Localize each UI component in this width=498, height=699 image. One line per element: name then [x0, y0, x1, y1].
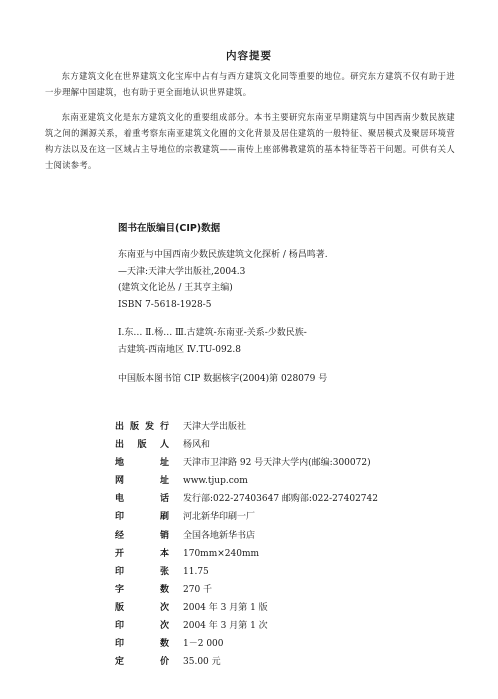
pub-label: 版次 [115, 602, 169, 613]
cip-classification-line-2: 古建筑-西南地区 Ⅳ.TU-092.8 [118, 344, 241, 355]
pub-row-publisher-person [115, 436, 475, 454]
pub-row-publisher [115, 418, 475, 436]
pub-label: 开本 [115, 548, 169, 559]
pub-label: 印张 [115, 566, 169, 577]
pub-row-sheets [115, 563, 475, 581]
pub-row-edition [115, 599, 475, 617]
pub-value: 35.00 元 [183, 657, 221, 668]
cip-book-title-line: 东南亚与中国西南少数民族建筑文化探析 / 杨昌鸣著. [118, 250, 328, 260]
pub-row-distributor [115, 527, 475, 545]
pub-value: 170mm×240mm [183, 548, 260, 559]
pub-value: 河北新华印刷一厂 [183, 512, 256, 523]
pub-label: 印刷 [115, 512, 169, 523]
pub-label: 字数 [115, 584, 169, 595]
summary-paragraph-2: 东南亚建筑文化是东方建筑文化的重要组成部分。本书主要研究东南亚早期建筑与中国西南少数民族建筑之间的渊源关系，着重考察东南亚建筑文化圈的文化背景及居住建筑的一般特征、聚居模式及聚居环境营构方法以及在这一区域占主导地位的宗教建筑——南传上座部佛教建筑的基本特征等若干问题。可供有关人士阅读参考。 [45, 112, 455, 170]
pub-row-address [115, 454, 475, 472]
publication-info [115, 418, 475, 671]
pub-value: 270 千 [183, 584, 213, 595]
summary-title: 内容提要 [226, 50, 272, 62]
pub-value: 2004 年 3 月第 1 版 [183, 602, 268, 613]
pub-value: 全国各地新华书店 [183, 530, 256, 541]
pub-label: 网址 [115, 476, 169, 487]
pub-value: 发行部:022-27403647 邮购部:022-27402742 [183, 494, 378, 505]
cip-series-line: (建筑文化论丛 / 王其亨主编) [118, 283, 233, 293]
pub-row-print-run [115, 635, 475, 653]
pub-label: 地址 [115, 458, 169, 469]
pub-row-phone [115, 490, 475, 508]
cip-classification-line-1: Ⅰ.东… Ⅱ.杨… Ⅲ.古建筑-东南亚-关系-少数民族- [118, 328, 307, 338]
pub-label: 定价 [115, 657, 169, 668]
pub-value: 2004 年 3 月第 1 次 [183, 621, 268, 632]
pub-row-format [115, 545, 475, 563]
pub-row-printer [115, 508, 475, 526]
pub-row-website [115, 472, 475, 490]
cip-record-number: 中国版本图书馆 CIP 数据核字(2004)第 028079 号 [118, 374, 328, 384]
cip-isbn-line: ISBN 7-5618-1928-5 [118, 299, 212, 310]
pub-value: www.tjup.com [183, 476, 248, 487]
pub-row-word-count [115, 581, 475, 599]
pub-value: 11.75 [183, 566, 209, 577]
pub-value: 1－2 000 [183, 639, 224, 650]
pub-label: 印次 [115, 621, 169, 632]
pub-row-printing [115, 617, 475, 635]
pub-value: 天津市卫津路 92 号天津大学内(邮编:300072) [183, 458, 371, 469]
cip-data-block [118, 220, 448, 388]
pub-row-price [115, 653, 475, 671]
pub-label: 出版发行 [115, 422, 169, 432]
pub-value: 天津大学出版社 [183, 422, 247, 432]
pub-label: 出版人 [115, 440, 169, 451]
pub-label: 电话 [115, 494, 169, 505]
cip-title: 图书在版编目(CIP)数据 [118, 223, 221, 234]
summary-paragraph-1: 东方建筑文化在世界建筑文化宝库中占有与西方建筑文化同等重要的地位。研究东方建筑不仅有助于进一步理解中国建筑，也有助于更全面地认识世界建筑。 [45, 71, 455, 97]
cip-publisher-line: —天津:天津大学出版社,2004.3 [118, 266, 246, 277]
pub-value: 杨风和 [183, 440, 211, 451]
pub-label: 印数 [115, 639, 169, 650]
pub-label: 经销 [115, 530, 169, 541]
